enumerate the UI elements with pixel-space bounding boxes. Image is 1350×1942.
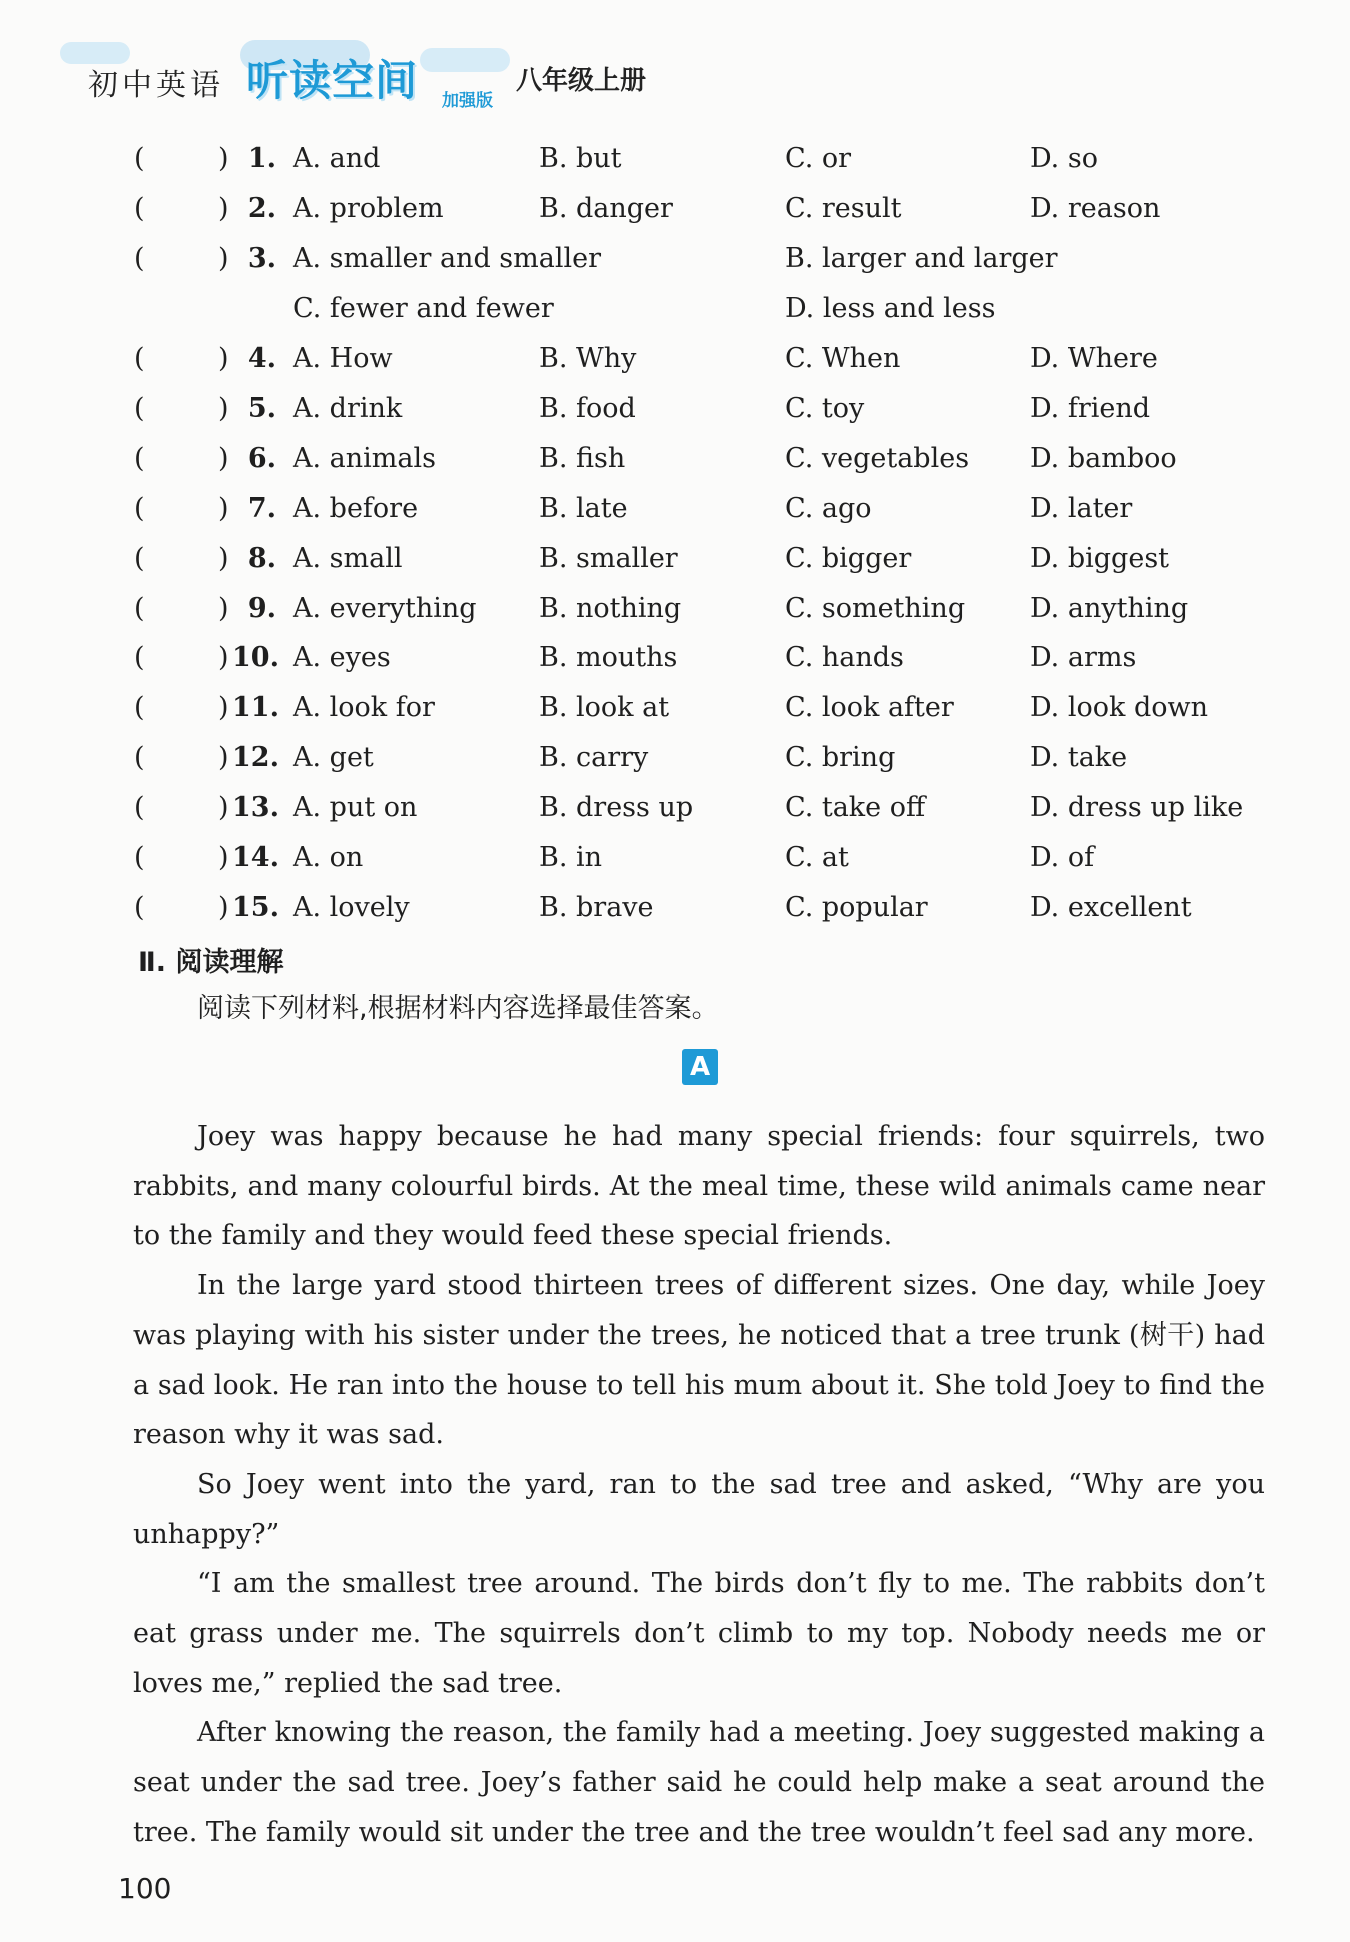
- answer-blank-close: ): [218, 343, 229, 374]
- option-a: A. and: [293, 143, 381, 174]
- option-b: B. late: [539, 493, 628, 524]
- option-c: C. bring: [785, 742, 896, 773]
- option-a: A. smaller and smaller: [293, 243, 602, 274]
- option-a: A. lovely: [293, 892, 410, 923]
- answer-blank-close: ): [218, 692, 229, 723]
- question-row: [0, 389, 1350, 429]
- answer-blank-close: ): [218, 243, 229, 274]
- reading-passage: [133, 1112, 1265, 1858]
- question-row: [0, 688, 1350, 728]
- option-a: A. animals: [293, 443, 436, 474]
- answer-blank-close: ): [218, 792, 229, 823]
- option-c: C. something: [785, 593, 966, 624]
- answer-blank-open: (: [134, 243, 145, 274]
- option-c: C. result: [785, 193, 902, 224]
- answer-blank-open: (: [134, 143, 145, 174]
- question-number: 11.: [232, 692, 279, 723]
- question-row: [0, 788, 1350, 828]
- question-number: 15.: [232, 892, 279, 923]
- option-d: D. anything: [1030, 593, 1189, 624]
- option-b: B. mouths: [539, 642, 678, 673]
- question-number: 6.: [247, 443, 276, 474]
- question-number: 8.: [247, 543, 276, 574]
- question-row: [0, 738, 1350, 778]
- option-d: D. arms: [1030, 642, 1137, 673]
- question-row: [0, 239, 1350, 279]
- option-c: C. look after: [785, 692, 954, 723]
- option-a: A. eyes: [293, 642, 391, 673]
- option-a: A. get: [293, 742, 374, 773]
- option-a: A. look for: [293, 692, 435, 723]
- answer-blank-open: (: [134, 742, 145, 773]
- option-d: D. less and less: [785, 293, 996, 324]
- option-b: B. look at: [539, 692, 670, 723]
- answer-blank-close: ): [218, 193, 229, 224]
- question-number: 4.: [247, 343, 276, 374]
- option-b: B. food: [539, 393, 636, 424]
- section-title: Ⅱ. 阅读理解: [138, 947, 284, 978]
- option-b: B. nothing: [539, 593, 682, 624]
- question-number: 10.: [232, 642, 279, 673]
- option-c: C. toy: [785, 393, 865, 424]
- question-number: 2.: [247, 193, 276, 224]
- option-b: B. larger and larger: [785, 243, 1058, 274]
- answer-blank-close: ): [218, 493, 229, 524]
- option-b: B. carry: [539, 742, 649, 773]
- option-d: D. friend: [1030, 393, 1151, 424]
- option-b: B. in: [539, 842, 603, 873]
- option-c: C. hands: [785, 642, 904, 673]
- answer-blank-open: (: [134, 792, 145, 823]
- answer-blank-open: (: [134, 343, 145, 374]
- option-b: B. dress up: [539, 792, 694, 823]
- option-a: A. everything: [293, 593, 477, 624]
- question-number: 14.: [232, 842, 279, 873]
- option-a: A. How: [293, 343, 393, 374]
- option-b: B. brave: [539, 892, 654, 923]
- option-d: D. dress up like: [1030, 792, 1244, 823]
- answer-blank-open: (: [134, 193, 145, 224]
- option-a: A. before: [293, 493, 419, 524]
- answer-blank-close: ): [218, 543, 229, 574]
- option-c: C. vegetables: [785, 443, 970, 474]
- question-row: [0, 539, 1350, 579]
- option-d: D. Where: [1030, 343, 1158, 374]
- option-d: D. bamboo: [1030, 443, 1177, 474]
- answer-blank-close: ): [218, 642, 229, 673]
- answer-blank-open: (: [134, 393, 145, 424]
- answer-blank-open: (: [134, 642, 145, 673]
- answer-blank-close: ): [218, 742, 229, 773]
- brand-title: 听读空间: [246, 56, 419, 105]
- option-c: C. at: [785, 842, 849, 873]
- option-d: D. reason: [1030, 193, 1161, 224]
- option-c: C. ago: [785, 493, 872, 524]
- question-row: [0, 189, 1350, 229]
- answer-blank-open: (: [134, 692, 145, 723]
- series-title: 初中英语: [88, 68, 224, 103]
- passage-paragraph: Joey was happy because he had many special friends: four squirrels, two rabbits, and many colourful birds. At the meal time, these wild animals came near to the family and they would feed these special friends.: [133, 1121, 1265, 1252]
- option-a: A. put on: [293, 792, 418, 823]
- section-instruction: 阅读下列材料,根据材料内容选择最佳答案。: [197, 993, 719, 1024]
- option-c: C. take off: [785, 792, 926, 823]
- question-number: 3.: [247, 243, 276, 274]
- option-d: D. biggest: [1030, 543, 1170, 574]
- question-number: 9.: [247, 593, 276, 624]
- answer-blank-close: ): [218, 443, 229, 474]
- question-number: 1.: [247, 143, 276, 174]
- question-number: 13.: [232, 792, 279, 823]
- question-row: [0, 339, 1350, 379]
- option-b: B. Why: [539, 343, 637, 374]
- question-row-continued: [0, 289, 1350, 329]
- answer-blank-open: (: [134, 493, 145, 524]
- answer-blank-open: (: [134, 443, 145, 474]
- answer-blank-open: (: [134, 593, 145, 624]
- edition-label: 加强版: [442, 91, 493, 111]
- option-b: B. fish: [539, 443, 626, 474]
- option-c: C. bigger: [785, 543, 912, 574]
- question-row: [0, 439, 1350, 479]
- option-c: C. popular: [785, 892, 928, 923]
- option-b: B. smaller: [539, 543, 678, 574]
- option-d: D. of: [1030, 842, 1095, 873]
- question-row: [0, 489, 1350, 529]
- passage-paragraph: “I am the smallest tree around. The birds don’t fly to me. The rabbits don’t eat grass under me. The squirrels don’t climb to my top. Nobody needs me or loves me,” replied the sad tree.: [133, 1568, 1265, 1699]
- question-row: [0, 139, 1350, 179]
- option-a: A. problem: [293, 193, 444, 224]
- answer-blank-close: ): [218, 593, 229, 624]
- answer-blank-close: ): [218, 842, 229, 873]
- option-a: A. small: [293, 543, 403, 574]
- option-d: D. so: [1030, 143, 1098, 174]
- option-c: C. fewer and fewer: [293, 293, 554, 324]
- passage-paragraph: So Joey went into the yard, ran to the sad tree and asked, “Why are you unhappy?”: [133, 1468, 1265, 1550]
- option-d: D. excellent: [1030, 892, 1192, 923]
- passage-paragraph: In the large yard stood thirteen trees of different sizes. One day, while Joey was playing with his sister under the trees, he noticed that a tree trunk (树干) had a sad look. He ran into the house to tell his mum about it. She told Joey to find the reason why it was sad.: [133, 1270, 1265, 1451]
- page-number: 100: [118, 1872, 172, 1905]
- grade-label: 八年级上册: [516, 66, 647, 96]
- option-b: B. but: [539, 143, 622, 174]
- cloud-decoration: [420, 48, 510, 72]
- passage-paragraph: After knowing the reason, the family had a meeting. Joey suggested making a seat under the sad tree. Joey’s father said he could help make a seat around the tree. The family would sit under the tree and the tree wouldn’t feel sad any more.: [133, 1717, 1265, 1848]
- option-c: C. or: [785, 143, 852, 174]
- answer-blank-open: (: [134, 543, 145, 574]
- option-d: D. later: [1030, 493, 1133, 524]
- answer-blank-close: ): [218, 892, 229, 923]
- question-number: 7.: [247, 493, 276, 524]
- option-d: D. take: [1030, 742, 1128, 773]
- answer-blank-open: (: [134, 892, 145, 923]
- option-a: A. on: [293, 842, 364, 873]
- option-b: B. danger: [539, 193, 673, 224]
- answer-blank-close: ): [218, 393, 229, 424]
- question-number: 12.: [232, 742, 279, 773]
- question-row: [0, 838, 1350, 878]
- answer-blank-open: (: [134, 842, 145, 873]
- passage-label-badge: A: [682, 1049, 718, 1085]
- option-a: A. drink: [293, 393, 403, 424]
- question-row: [0, 589, 1350, 629]
- option-d: D. look down: [1030, 692, 1208, 723]
- page-header: [60, 40, 760, 120]
- answer-blank-close: ): [218, 143, 229, 174]
- question-row: [0, 888, 1350, 928]
- question-number: 5.: [247, 393, 276, 424]
- option-c: C. When: [785, 343, 901, 374]
- question-row: [0, 638, 1350, 678]
